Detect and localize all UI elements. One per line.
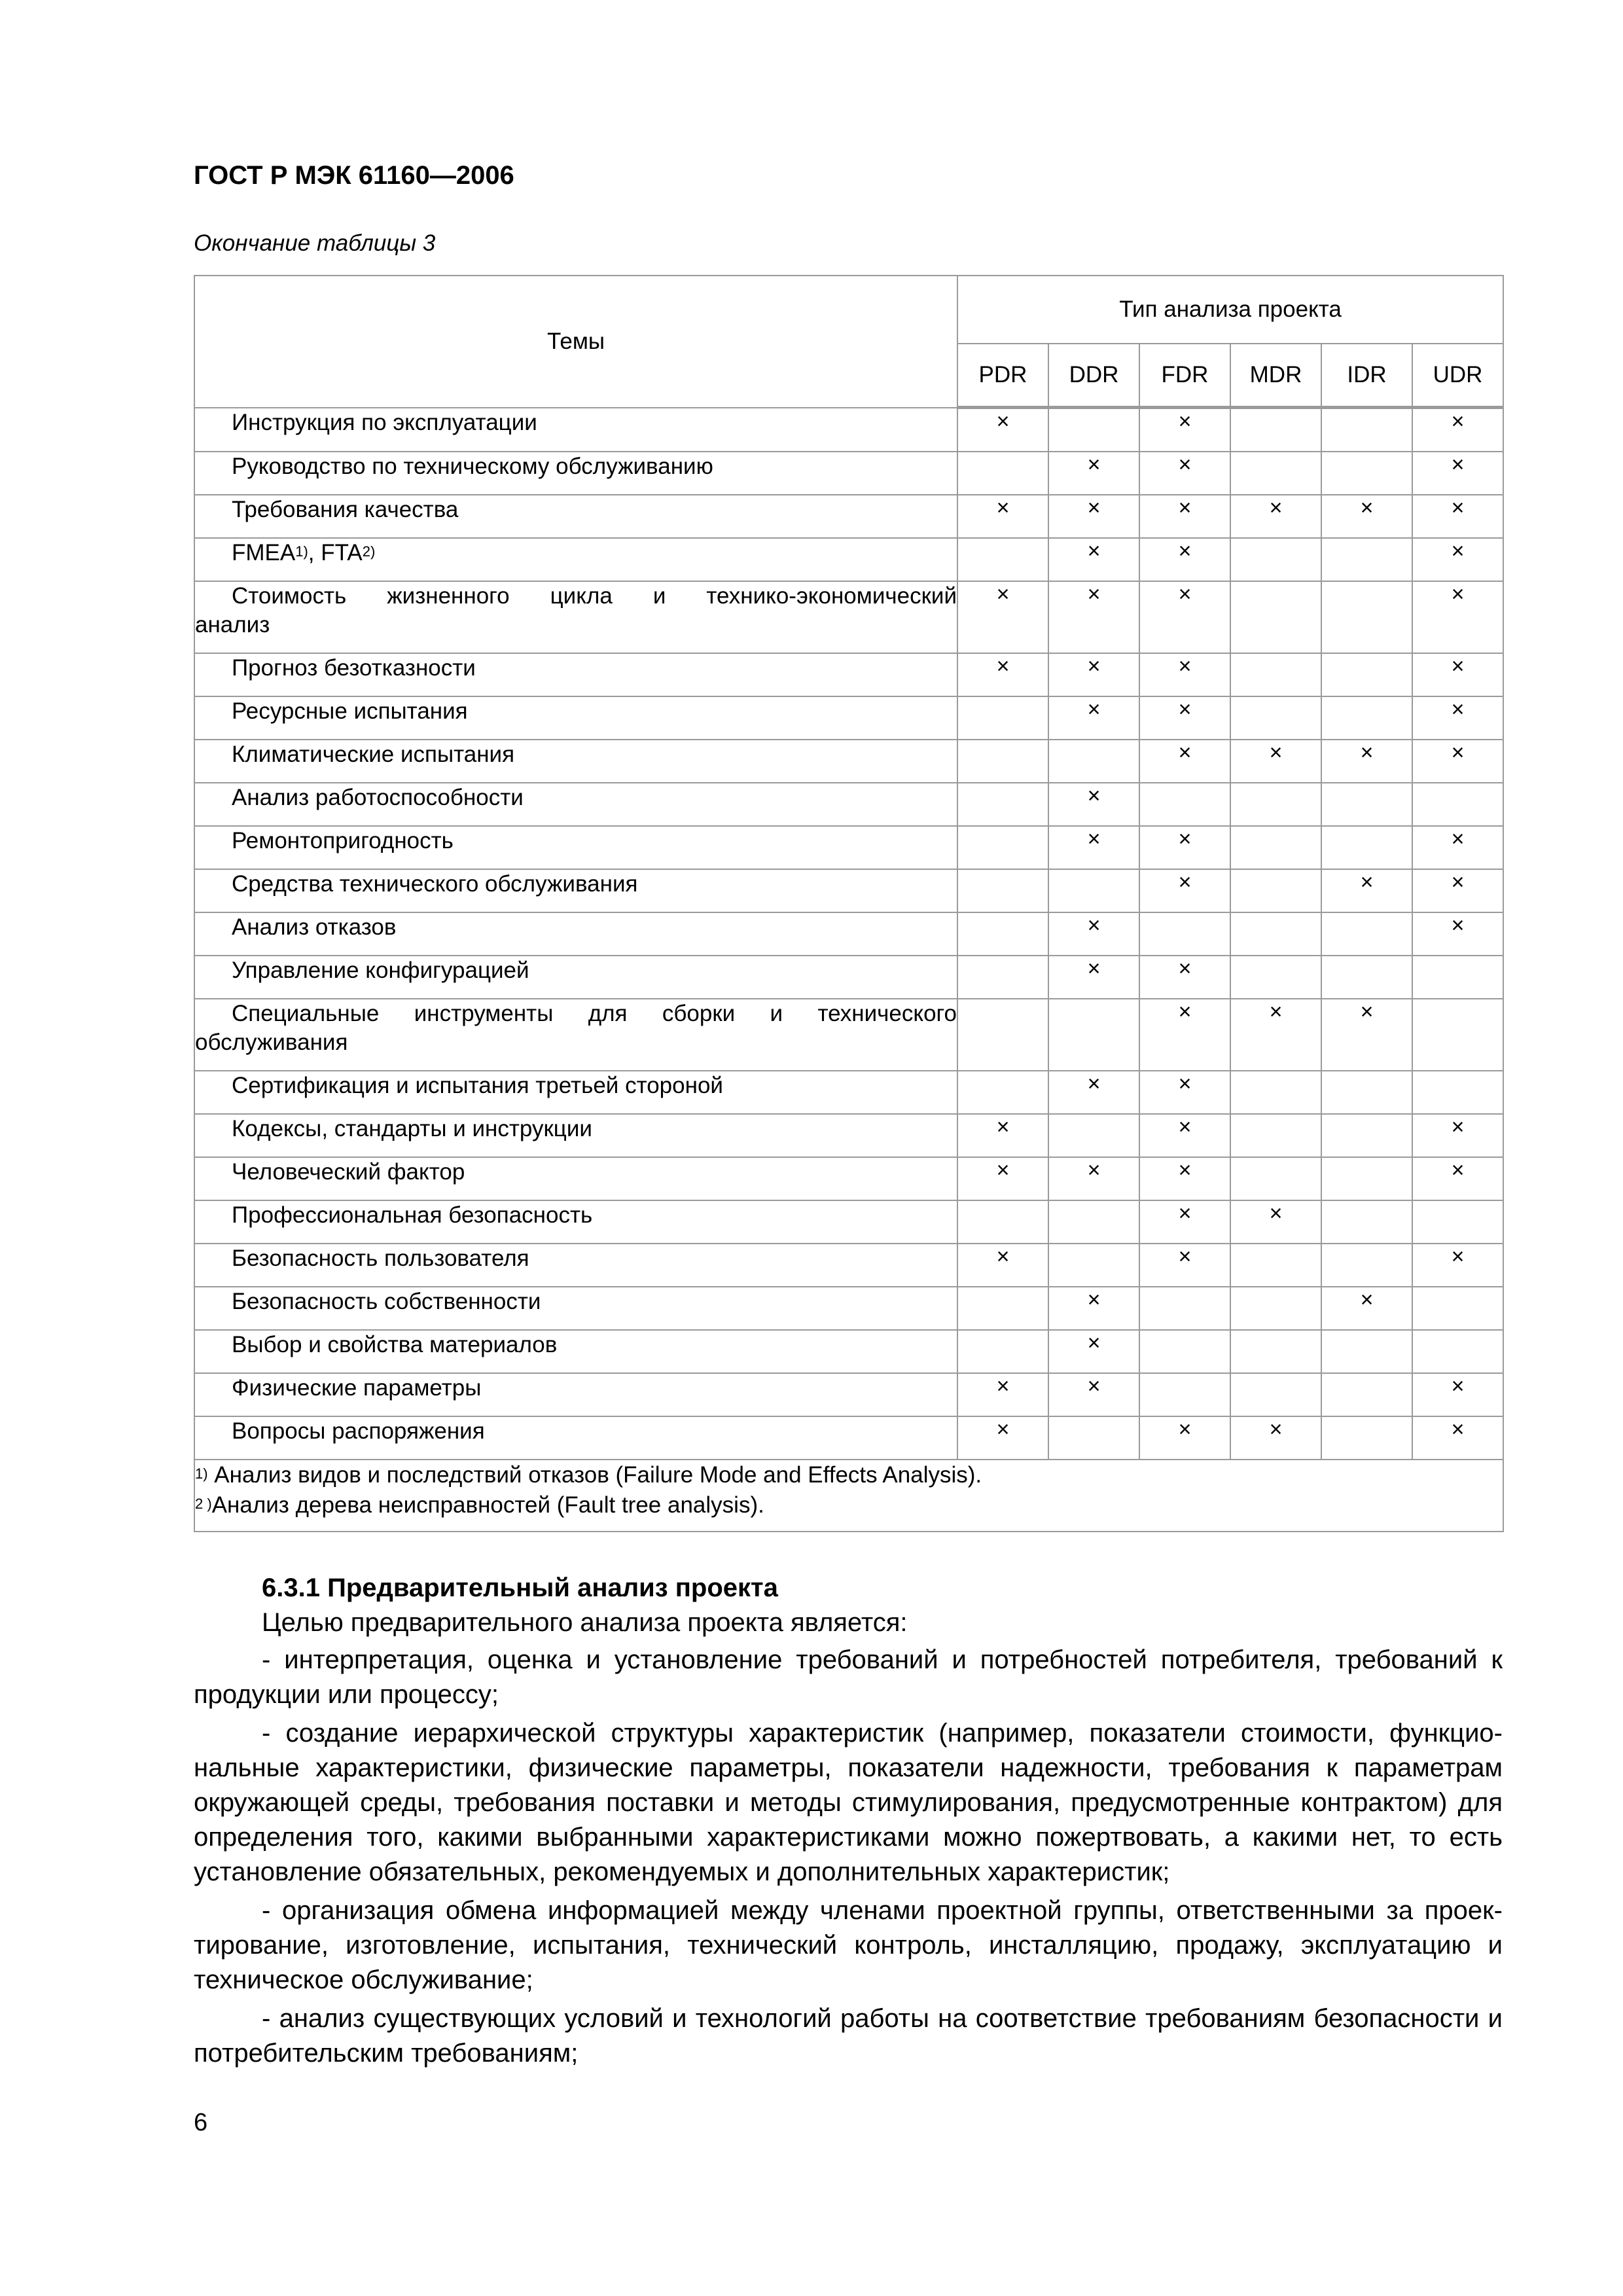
mark-cell-mdr: ×: [1230, 495, 1321, 538]
footnote-ref: 1): [295, 543, 308, 560]
topic-label: Руководство по техническому обслуживанию: [232, 454, 713, 479]
mark-cell-mdr: [1230, 1330, 1321, 1373]
column-header-pdr: PDR: [957, 344, 1048, 408]
mark-cell-fdr: ×: [1139, 495, 1230, 538]
topic-cell: [194, 1071, 957, 1114]
mark-cell-ddr: [1048, 999, 1139, 1071]
topic-cell: [194, 1114, 957, 1157]
mark-cell-fdr: ×: [1139, 452, 1230, 495]
mark-cell-ddr: ×: [1048, 956, 1139, 999]
mark-cell-idr: [1321, 696, 1412, 740]
topic-label: Средства технического обслуживания: [232, 871, 638, 897]
topic-label: Ресурсные испытания: [232, 698, 468, 724]
mark-cell-idr: [1321, 1244, 1412, 1287]
topic-label: Кодексы, стандарты и инструкции: [232, 1116, 592, 1141]
topic-label: Управление конфигурацией: [232, 958, 529, 983]
mark-cell-fdr: ×: [1139, 999, 1230, 1071]
mark-cell-pdr: [957, 869, 1048, 912]
section-paragraph: - организация обмена информацией между членами проектной группы, ответственными за проектирование, изготовление, испытания, технический контроль, инсталляцию, продажу, эксплуатацию и техническое обслуживание;: [194, 1896, 1503, 1994]
mark-cell-udr: ×: [1412, 452, 1503, 495]
table-row: [194, 538, 1503, 581]
topic-label-continued: анализ: [195, 612, 270, 637]
mark-cell-ddr: ×: [1048, 1373, 1139, 1416]
mark-cell-mdr: [1230, 783, 1321, 826]
table-row: [194, 408, 1503, 452]
mark-cell-ddr: ×: [1048, 1330, 1139, 1373]
mark-cell-pdr: [957, 826, 1048, 869]
topic-cell: [194, 696, 957, 740]
mark-cell-fdr: [1139, 783, 1230, 826]
mark-cell-pdr: [957, 696, 1048, 740]
topic-label-continued: обслуживания: [195, 1030, 348, 1055]
mark-cell-fdr: [1139, 1373, 1230, 1416]
mark-cell-fdr: ×: [1139, 1114, 1230, 1157]
mark-cell-udr: ×: [1412, 653, 1503, 696]
table-row: [194, 999, 1503, 1071]
mark-cell-udr: [1412, 1071, 1503, 1114]
table-row: [194, 740, 1503, 783]
mark-cell-ddr: ×: [1048, 538, 1139, 581]
topic-label: Специальные инструменты для сборки и технического: [232, 1001, 957, 1026]
mark-cell-idr: ×: [1321, 999, 1412, 1071]
footnote-ref: 2): [362, 543, 376, 560]
topic-label: Вопросы распоряжения: [232, 1418, 485, 1444]
mark-cell-idr: [1321, 1330, 1412, 1373]
mark-cell-udr: ×: [1412, 1373, 1503, 1416]
mark-cell-mdr: [1230, 1244, 1321, 1287]
topic-label: Безопасность пользователя: [232, 1246, 529, 1271]
mark-cell-idr: [1321, 1071, 1412, 1114]
mark-cell-mdr: ×: [1230, 1200, 1321, 1244]
column-header-fdr: FDR: [1139, 344, 1230, 408]
mark-cell-pdr: [957, 956, 1048, 999]
mark-cell-idr: [1321, 581, 1412, 653]
table-row: [194, 1330, 1503, 1373]
mark-cell-idr: [1321, 1157, 1412, 1200]
mark-cell-idr: [1321, 1373, 1412, 1416]
topic-cell: [194, 783, 957, 826]
footnote: [195, 1490, 1503, 1520]
mark-cell-mdr: [1230, 912, 1321, 956]
topic-cell: [194, 1200, 957, 1244]
mark-cell-idr: [1321, 956, 1412, 999]
mark-cell-mdr: [1230, 1071, 1321, 1114]
mark-cell-ddr: [1048, 408, 1139, 452]
mark-cell-fdr: ×: [1139, 1157, 1230, 1200]
topic-label: Требования качества: [232, 497, 459, 522]
footnote: [195, 1460, 1503, 1490]
column-header-ddr: DDR: [1048, 344, 1139, 408]
mark-cell-ddr: [1048, 1114, 1139, 1157]
topic-label: Безопасность собственности: [232, 1289, 541, 1314]
analysis-table: [194, 275, 1504, 1532]
topic-cell: [194, 740, 957, 783]
mark-cell-udr: ×: [1412, 696, 1503, 740]
mark-cell-mdr: [1230, 956, 1321, 999]
footnote-text: Анализ видов и последствий отказов (Failure Mode and Effects Analysis).: [207, 1462, 982, 1488]
mark-cell-ddr: ×: [1048, 581, 1139, 653]
mark-cell-udr: [1412, 1200, 1503, 1244]
column-header-mdr: MDR: [1230, 344, 1321, 408]
column-header-udr: UDR: [1412, 344, 1503, 408]
mark-cell-pdr: ×: [957, 1244, 1048, 1287]
table-row: [194, 452, 1503, 495]
mark-cell-fdr: ×: [1139, 1244, 1230, 1287]
mark-cell-udr: ×: [1412, 538, 1503, 581]
table-row: [194, 581, 1503, 653]
table-row: [194, 1114, 1503, 1157]
mark-cell-idr: [1321, 408, 1412, 452]
mark-cell-pdr: ×: [957, 581, 1048, 653]
table-row: [194, 1287, 1503, 1330]
section-6-3-1: [194, 1571, 1503, 2075]
table-footnotes: [194, 1460, 1503, 1532]
mark-cell-pdr: [957, 783, 1048, 826]
mark-cell-fdr: ×: [1139, 869, 1230, 912]
standard-header: ГОСТ Р МЭК 61160—2006: [194, 161, 514, 190]
section-paragraph: - создание иерархической структуры характеристик (например, показатели стоимости, функциональные характеристики, физические параметры, показатели надежности, требования к параметрам окружающей среды, требования поставки и методы стимулирования, предусмотренные контрактом) для определения того, какими выбранными характеристиками можно пожертвовать, а какими нет, то есть установление обязательных, рекомендуемых и дополнительных характеристик;: [194, 1719, 1503, 1886]
mark-cell-pdr: [957, 1071, 1048, 1114]
mark-cell-pdr: [957, 538, 1048, 581]
mark-cell-fdr: ×: [1139, 1416, 1230, 1460]
mark-cell-idr: [1321, 1416, 1412, 1460]
mark-cell-udr: ×: [1412, 912, 1503, 956]
mark-cell-udr: [1412, 999, 1503, 1071]
mark-cell-fdr: ×: [1139, 826, 1230, 869]
mark-cell-udr: ×: [1412, 740, 1503, 783]
mark-cell-idr: ×: [1321, 1287, 1412, 1330]
footnote-text: Анализ дерева неисправностей (Fault tree analysis).: [211, 1492, 764, 1518]
mark-cell-fdr: ×: [1139, 740, 1230, 783]
section-paragraph: - анализ существующих условий и технологий работы на соответствие требованиям безопасности и потребительским требованиям;: [194, 2004, 1503, 2068]
mark-cell-fdr: ×: [1139, 696, 1230, 740]
mark-cell-pdr: ×: [957, 1157, 1048, 1200]
mark-cell-ddr: [1048, 1244, 1139, 1287]
topic-cell: [194, 869, 957, 912]
topic-label: Сертификация и испытания третьей стороной: [232, 1073, 723, 1098]
mark-cell-ddr: ×: [1048, 452, 1139, 495]
mark-cell-idr: ×: [1321, 869, 1412, 912]
section-intro: Целью предварительного анализа проекта является:: [262, 1608, 908, 1637]
topic-cell: [194, 408, 957, 452]
topic-label: FMEA: [232, 540, 296, 565]
topic-label: Инструкция по эксплуатации: [232, 409, 537, 435]
topic-label: Физические параметры: [232, 1375, 482, 1401]
mark-cell-fdr: [1139, 1330, 1230, 1373]
mark-cell-pdr: ×: [957, 653, 1048, 696]
mark-cell-mdr: [1230, 1373, 1321, 1416]
mark-cell-udr: ×: [1412, 1114, 1503, 1157]
mark-cell-mdr: [1230, 581, 1321, 653]
mark-cell-udr: ×: [1412, 495, 1503, 538]
mark-cell-udr: [1412, 1330, 1503, 1373]
mark-cell-udr: [1412, 783, 1503, 826]
mark-cell-pdr: ×: [957, 1416, 1048, 1460]
table-row: [194, 826, 1503, 869]
mark-cell-pdr: [957, 999, 1048, 1071]
mark-cell-fdr: ×: [1139, 581, 1230, 653]
mark-cell-pdr: [957, 912, 1048, 956]
table-row: [194, 1244, 1503, 1287]
mark-cell-ddr: [1048, 740, 1139, 783]
mark-cell-udr: [1412, 956, 1503, 999]
topic-cell: [194, 495, 957, 538]
mark-cell-idr: [1321, 538, 1412, 581]
mark-cell-udr: ×: [1412, 1157, 1503, 1200]
mark-cell-mdr: [1230, 452, 1321, 495]
table-row: [194, 1157, 1503, 1200]
mark-cell-ddr: ×: [1048, 1071, 1139, 1114]
mark-cell-fdr: ×: [1139, 653, 1230, 696]
mark-cell-mdr: [1230, 1287, 1321, 1330]
topic-label: Анализ работоспособности: [232, 785, 524, 810]
topic-label: Климатические испытания: [232, 742, 515, 767]
mark-cell-fdr: [1139, 912, 1230, 956]
table-row: [194, 912, 1503, 956]
mark-cell-ddr: ×: [1048, 495, 1139, 538]
footnote-mark: 2 ): [195, 1496, 212, 1512]
mark-cell-pdr: ×: [957, 1373, 1048, 1416]
mark-cell-pdr: ×: [957, 1114, 1048, 1157]
mark-cell-idr: [1321, 653, 1412, 696]
table-row: [194, 783, 1503, 826]
mark-cell-mdr: [1230, 869, 1321, 912]
page-number: 6: [194, 2109, 208, 2136]
topic-cell: [194, 826, 957, 869]
mark-cell-ddr: ×: [1048, 696, 1139, 740]
table-row: [194, 869, 1503, 912]
mark-cell-udr: [1412, 1287, 1503, 1330]
analysis-type-header: Тип анализа проекта: [957, 276, 1503, 344]
mark-cell-mdr: [1230, 408, 1321, 452]
mark-cell-udr: ×: [1412, 826, 1503, 869]
section-paragraph: - интерпретация, оценка и установление требований и потребностей потребителя, требований к продукции или процессу;: [194, 1645, 1503, 1709]
mark-cell-idr: ×: [1321, 495, 1412, 538]
mark-cell-fdr: ×: [1139, 1071, 1230, 1114]
mark-cell-fdr: ×: [1139, 956, 1230, 999]
topic-label: Анализ отказов: [232, 914, 397, 940]
table-row: [194, 956, 1503, 999]
mark-cell-mdr: ×: [1230, 999, 1321, 1071]
mark-cell-idr: ×: [1321, 740, 1412, 783]
mark-cell-ddr: ×: [1048, 826, 1139, 869]
mark-cell-udr: ×: [1412, 869, 1503, 912]
footnote-mark: 1): [195, 1465, 208, 1482]
table-row: [194, 1373, 1503, 1416]
topic-label: Ремонтопригодность: [232, 828, 454, 853]
mark-cell-mdr: [1230, 1114, 1321, 1157]
mark-cell-ddr: [1048, 1416, 1139, 1460]
mark-cell-mdr: [1230, 1157, 1321, 1200]
mark-cell-pdr: [957, 452, 1048, 495]
mark-cell-idr: [1321, 1114, 1412, 1157]
topic-label: Стоимость жизненного цикла и технико-экономический: [232, 583, 957, 609]
topic-cell: [194, 581, 957, 653]
topics-header: Темы: [194, 276, 957, 408]
mark-cell-ddr: [1048, 869, 1139, 912]
mark-cell-ddr: ×: [1048, 783, 1139, 826]
section-heading: 6.3.1 Предварительный анализ проекта: [262, 1573, 778, 1602]
mark-cell-idr: [1321, 1200, 1412, 1244]
topic-label: Прогноз безотказности: [232, 655, 476, 681]
footnotes-row: [194, 1460, 1503, 1532]
mark-cell-ddr: ×: [1048, 1157, 1139, 1200]
mark-cell-pdr: [957, 740, 1048, 783]
section-paragraphs: [194, 1643, 1503, 2071]
topic-label: Выбор и свойства материалов: [232, 1332, 558, 1357]
topic-cell: [194, 956, 957, 999]
mark-cell-fdr: ×: [1139, 538, 1230, 581]
table-row: [194, 653, 1503, 696]
topic-cell: [194, 1416, 957, 1460]
mark-cell-mdr: [1230, 653, 1321, 696]
topic-cell: [194, 1244, 957, 1287]
mark-cell-udr: ×: [1412, 1416, 1503, 1460]
mark-cell-idr: [1321, 783, 1412, 826]
topic-cell: [194, 1287, 957, 1330]
table-caption: Окончание таблицы 3: [194, 230, 436, 256]
mark-cell-fdr: ×: [1139, 408, 1230, 452]
topic-label: Человеческий фактор: [232, 1159, 465, 1185]
mark-cell-mdr: ×: [1230, 740, 1321, 783]
mark-cell-ddr: [1048, 1200, 1139, 1244]
topic-cell: [194, 1330, 957, 1373]
topic-cell: [194, 1157, 957, 1200]
table-row: [194, 1416, 1503, 1460]
topic-cell: [194, 452, 957, 495]
mark-cell-fdr: ×: [1139, 1200, 1230, 1244]
mark-cell-mdr: ×: [1230, 1416, 1321, 1460]
mark-cell-pdr: [957, 1200, 1048, 1244]
table-row: [194, 1200, 1503, 1244]
mark-cell-mdr: [1230, 538, 1321, 581]
mark-cell-pdr: ×: [957, 408, 1048, 452]
column-header-idr: IDR: [1321, 344, 1412, 408]
mark-cell-ddr: ×: [1048, 1287, 1139, 1330]
topic-cell: [194, 999, 957, 1071]
mark-cell-udr: ×: [1412, 1244, 1503, 1287]
topic-cell: [194, 1373, 957, 1416]
mark-cell-pdr: [957, 1287, 1048, 1330]
mark-cell-udr: ×: [1412, 408, 1503, 452]
mark-cell-mdr: [1230, 696, 1321, 740]
mark-cell-mdr: [1230, 826, 1321, 869]
table-row: [194, 495, 1503, 538]
mark-cell-pdr: [957, 1330, 1048, 1373]
topic-cell: [194, 912, 957, 956]
mark-cell-idr: [1321, 912, 1412, 956]
table-row: [194, 696, 1503, 740]
topic-cell: [194, 653, 957, 696]
mark-cell-pdr: ×: [957, 495, 1048, 538]
topic-cell: [194, 538, 957, 581]
mark-cell-ddr: ×: [1048, 912, 1139, 956]
mark-cell-udr: ×: [1412, 581, 1503, 653]
mark-cell-ddr: ×: [1048, 653, 1139, 696]
topic-label: Профессиональная безопасность: [232, 1202, 593, 1228]
mark-cell-fdr: [1139, 1287, 1230, 1330]
table-row: [194, 1071, 1503, 1114]
topic-label-part: , FTA: [308, 540, 363, 565]
mark-cell-idr: [1321, 452, 1412, 495]
mark-cell-idr: [1321, 826, 1412, 869]
